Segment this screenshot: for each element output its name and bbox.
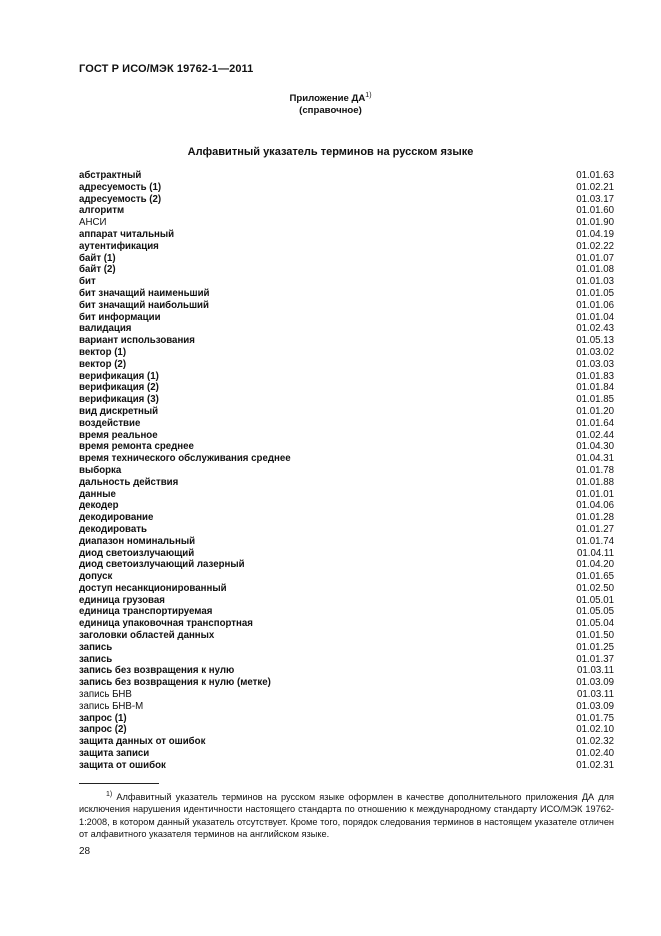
entry-term: единица транспортируемая bbox=[79, 606, 213, 618]
entry-term: единица грузовая bbox=[79, 594, 165, 606]
index-entry bbox=[79, 724, 614, 736]
index-entry bbox=[79, 548, 614, 560]
index-entry bbox=[79, 512, 614, 524]
index-entry bbox=[79, 382, 614, 394]
entry-term: запрос (2) bbox=[79, 724, 127, 736]
entry-term: защита от ошибок bbox=[79, 759, 166, 771]
entry-term: верификация (3) bbox=[79, 394, 159, 406]
entry-term: аппарат читальный bbox=[79, 228, 175, 240]
index-entry bbox=[79, 500, 614, 512]
index-entry bbox=[79, 335, 614, 347]
entry-term: валидация bbox=[79, 323, 132, 335]
entry-term: запись БНВ bbox=[79, 689, 132, 701]
index-entry bbox=[79, 571, 614, 583]
index-entry bbox=[79, 276, 614, 288]
entry-code: 01.04.11 bbox=[577, 547, 614, 559]
entry-code: 01.05.04 bbox=[576, 618, 614, 630]
entry-code: 01.01.90 bbox=[576, 217, 614, 229]
entry-code: 01.02.32 bbox=[576, 736, 614, 748]
annex-heading bbox=[0, 93, 661, 117]
index-entry bbox=[79, 430, 614, 442]
entry-term: бит информации bbox=[79, 311, 161, 323]
entry-term: декодировать bbox=[79, 523, 147, 535]
index-entry bbox=[79, 288, 614, 300]
index-entry bbox=[79, 241, 614, 253]
entry-code: 01.03.02 bbox=[576, 346, 614, 358]
annex-title: Приложение ДА bbox=[289, 93, 366, 104]
footnote bbox=[79, 791, 614, 840]
standard-header: ГОСТ Р ИСО/МЭК 19762-1—2011 bbox=[79, 63, 254, 75]
entry-term: вариант использования bbox=[79, 335, 195, 347]
entry-term: декодер bbox=[79, 500, 119, 512]
index-entry bbox=[79, 713, 614, 725]
entry-code: 01.01.07 bbox=[576, 252, 614, 264]
entry-term: запись без возвращения к нулю (метке) bbox=[79, 677, 271, 689]
entry-code: 01.01.83 bbox=[576, 370, 614, 382]
entry-code: 01.01.20 bbox=[576, 405, 614, 417]
entry-term: заголовки областей данных bbox=[79, 630, 215, 642]
entry-term: вид дискретный bbox=[79, 405, 159, 417]
footnote-divider bbox=[79, 783, 159, 784]
index-entry bbox=[79, 489, 614, 501]
entry-term: байт (1) bbox=[79, 252, 116, 264]
entry-term: дальность действия bbox=[79, 476, 179, 488]
entry-term: запись bbox=[79, 653, 113, 665]
annex-note: (справочное) bbox=[299, 105, 362, 116]
index-entry bbox=[79, 394, 614, 406]
entry-code: 01.04.06 bbox=[576, 500, 614, 512]
index-entry bbox=[79, 477, 614, 489]
entry-term: байт (2) bbox=[79, 264, 116, 276]
entry-term: данные bbox=[79, 488, 116, 500]
entry-term: время реальное bbox=[79, 429, 158, 441]
entry-term: аутентификация bbox=[79, 240, 159, 252]
entry-term: декодирование bbox=[79, 512, 154, 524]
entry-code: 01.01.37 bbox=[576, 653, 614, 665]
entry-term: бит значащий наибольший bbox=[79, 299, 209, 311]
entry-term: адресуемость (1) bbox=[79, 181, 162, 193]
entry-code: 01.01.50 bbox=[576, 630, 614, 642]
index-entry bbox=[79, 736, 614, 748]
entry-term: время технического обслуживания среднее bbox=[79, 453, 291, 465]
entry-code: 01.01.84 bbox=[576, 382, 614, 394]
footnote-marker: 1) bbox=[106, 791, 113, 798]
index-entry bbox=[79, 559, 614, 571]
index-entry bbox=[79, 583, 614, 595]
index-entry bbox=[79, 465, 614, 477]
entry-term: запрос (1) bbox=[79, 712, 127, 724]
entry-code: 01.03.09 bbox=[576, 700, 614, 712]
term-index-list bbox=[79, 170, 614, 772]
footnote-text: Алфавитный указатель терминов на русском языке оформлен в качестве дополнительного приложения ДА для исключения нарушения идентичности настоящего стандарта по отношению к международному стандарту ИСО/МЭК 19762-1:2008, в котором данный указатель отсутствует. Кроме того, порядок следования терминов в настоящем указателе отличен от алфавитного указателя терминов на английском языке. bbox=[79, 792, 614, 839]
entry-term: диапазон номинальный bbox=[79, 535, 196, 547]
entry-code: 01.01.75 bbox=[576, 712, 614, 724]
entry-term: абстрактный bbox=[79, 170, 142, 181]
entry-code: 01.01.64 bbox=[576, 417, 614, 429]
entry-code: 01.01.78 bbox=[576, 464, 614, 476]
entry-code: 01.01.01 bbox=[576, 488, 614, 500]
entry-code: 01.01.27 bbox=[576, 523, 614, 535]
index-entry bbox=[79, 359, 614, 371]
index-entry bbox=[79, 312, 614, 324]
index-entry bbox=[79, 406, 614, 418]
index-entry bbox=[79, 418, 614, 430]
entry-term: доступ несанкционированный bbox=[79, 582, 227, 594]
entry-term: допуск bbox=[79, 571, 113, 583]
entry-term: алгоритм bbox=[79, 205, 125, 217]
index-entry bbox=[79, 229, 614, 241]
entry-term: единица упаковочная транспортная bbox=[79, 618, 253, 630]
index-entry bbox=[79, 677, 614, 689]
entry-term: запись без возвращения к нулю bbox=[79, 665, 235, 677]
entry-code: 01.03.09 bbox=[576, 677, 614, 689]
entry-code: 01.02.10 bbox=[576, 724, 614, 736]
entry-term: бит значащий наименьший bbox=[79, 287, 210, 299]
entry-term: вектор (2) bbox=[79, 358, 127, 370]
annex-title-line bbox=[0, 93, 661, 105]
entry-code: 01.01.05 bbox=[576, 287, 614, 299]
entry-term: вектор (1) bbox=[79, 346, 127, 358]
index-entry bbox=[79, 170, 614, 182]
index-entry bbox=[79, 441, 614, 453]
annex-footnote-marker: 1) bbox=[365, 92, 372, 99]
index-entry bbox=[79, 618, 614, 630]
entry-code: 01.01.88 bbox=[576, 476, 614, 488]
index-entry bbox=[79, 253, 614, 265]
index-entry bbox=[79, 453, 614, 465]
entry-term: АНСИ bbox=[79, 217, 107, 229]
entry-code: 01.02.43 bbox=[576, 323, 614, 335]
entry-code: 01.01.74 bbox=[576, 535, 614, 547]
entry-code: 01.02.40 bbox=[576, 748, 614, 760]
index-entry bbox=[79, 205, 614, 217]
index-entry bbox=[79, 264, 614, 276]
entry-term: защита данных от ошибок bbox=[79, 736, 206, 748]
entry-term: верификация (2) bbox=[79, 382, 159, 394]
entry-code: 01.05.13 bbox=[576, 335, 614, 347]
index-entry bbox=[79, 748, 614, 760]
entry-code: 01.01.25 bbox=[576, 641, 614, 653]
entry-code: 01.03.11 bbox=[577, 689, 614, 701]
index-entry bbox=[79, 665, 614, 677]
index-entry bbox=[79, 701, 614, 713]
index-entry bbox=[79, 630, 614, 642]
entry-code: 01.01.65 bbox=[576, 571, 614, 583]
entry-code: 01.02.21 bbox=[576, 181, 614, 193]
index-title: Алфавитный указатель терминов на русском языке bbox=[187, 146, 474, 158]
entry-term: выборка bbox=[79, 464, 122, 476]
index-entry bbox=[79, 689, 614, 701]
entry-term: защита записи bbox=[79, 748, 150, 760]
entry-code: 01.03.17 bbox=[576, 193, 614, 205]
entry-code: 01.02.31 bbox=[576, 759, 614, 771]
entry-term: запись bbox=[79, 641, 113, 653]
index-entry bbox=[79, 371, 614, 383]
entry-term: диод светоизлучающий лазерный bbox=[79, 559, 245, 571]
entry-code: 01.04.19 bbox=[576, 228, 614, 240]
entry-code: 01.04.31 bbox=[576, 453, 614, 465]
entry-code: 01.05.05 bbox=[576, 606, 614, 618]
entry-term: воздействие bbox=[79, 417, 141, 429]
entry-code: 01.03.03 bbox=[576, 358, 614, 370]
entry-code: 01.02.44 bbox=[576, 429, 614, 441]
index-entry bbox=[79, 606, 614, 618]
entry-code: 01.01.04 bbox=[576, 311, 614, 323]
entry-term: время ремонта среднее bbox=[79, 441, 194, 453]
entry-code: 01.04.30 bbox=[576, 441, 614, 453]
entry-code: 01.03.11 bbox=[577, 665, 614, 677]
index-entry bbox=[79, 182, 614, 194]
entry-term: бит bbox=[79, 276, 96, 288]
entry-code: 01.04.20 bbox=[576, 559, 614, 571]
index-entry bbox=[79, 595, 614, 607]
index-entry bbox=[79, 217, 614, 229]
entry-code: 01.01.60 bbox=[576, 205, 614, 217]
entry-term: диод светоизлучающий bbox=[79, 547, 195, 559]
index-entry bbox=[79, 347, 614, 359]
entry-code: 01.01.85 bbox=[576, 394, 614, 406]
index-entry bbox=[79, 323, 614, 335]
entry-term: верификация (1) bbox=[79, 370, 159, 382]
index-entry bbox=[79, 194, 614, 206]
entry-code: 01.05.01 bbox=[576, 594, 614, 606]
index-entry bbox=[79, 760, 614, 772]
entry-code: 01.01.28 bbox=[576, 512, 614, 524]
entry-code: 01.02.22 bbox=[576, 240, 614, 252]
index-entry bbox=[79, 524, 614, 536]
page-number: 28 bbox=[79, 846, 91, 857]
entry-code: 01.01.06 bbox=[576, 299, 614, 311]
entry-code: 01.02.50 bbox=[576, 582, 614, 594]
index-entry bbox=[79, 536, 614, 548]
entry-term: адресуемость (2) bbox=[79, 193, 162, 205]
index-entry bbox=[79, 642, 614, 654]
index-entry bbox=[79, 300, 614, 312]
entry-code: 01.01.08 bbox=[576, 264, 614, 276]
entry-term: запись БНВ-М bbox=[79, 700, 144, 712]
index-entry bbox=[79, 654, 614, 666]
entry-code: 01.01.03 bbox=[576, 276, 614, 288]
entry-code: 01.01.63 bbox=[576, 170, 614, 181]
